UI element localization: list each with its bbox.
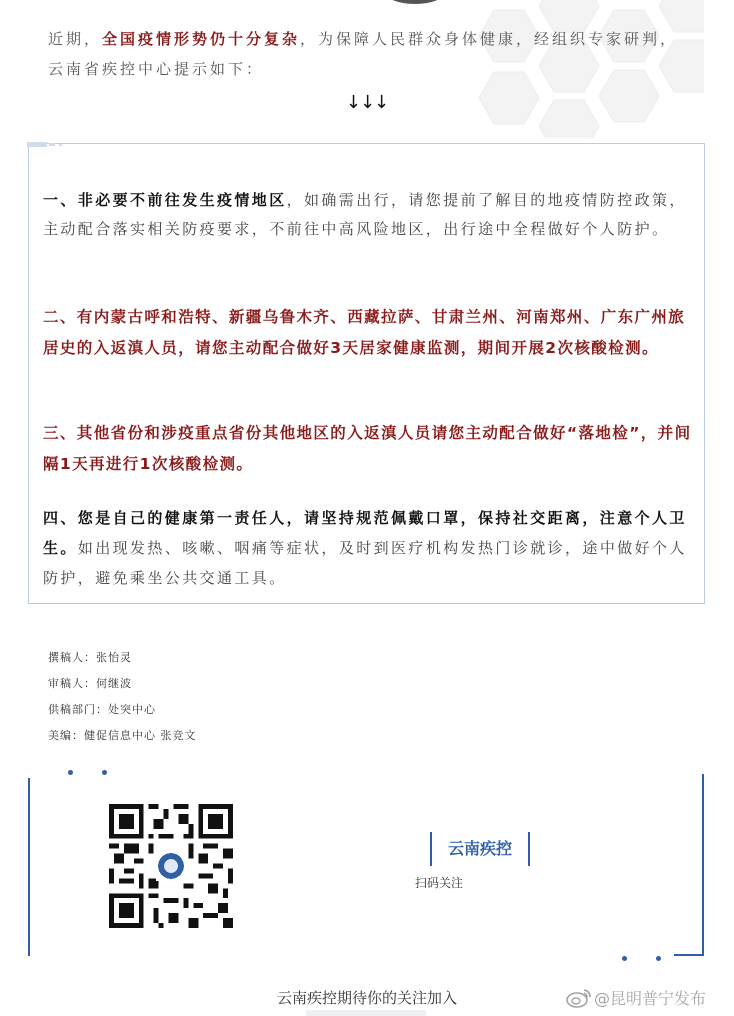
watermark-text: @昆明普宁发布 [594,989,707,1008]
qr-code[interactable] [108,804,234,928]
qr-card [28,770,704,960]
notice-item-4-rest: 如出现发热、咳嗽、咽痛等症状，及时到医疗机构发热门诊就诊，途中做好个人防护，避免乘坐公共交通工具。 [43,539,687,587]
notice-box [28,143,705,604]
watermark [566,986,706,1009]
box-corner-tab-decoration [27,141,71,149]
credit-department: 供稿部门：处突中心 [48,703,156,716]
scan-to-follow-label: 扫码关注 [415,876,464,890]
notice-item-4-bold: 四、您是自己的健康第一责任人，请坚持规范佩戴口罩，保持社交距离，注意个人卫生。 [43,509,687,557]
credit-reviewer: 审稿人：何继波 [48,677,132,690]
notice-item-1-rest: ，如确需出行，请您提前了解目的地疫情防控政策，主动配合落实相关防疫要求，不前往中高风险地区，出行途中全程做好个人防护。 [43,191,687,238]
card-bottom-border [674,954,704,956]
intro-prefix: 近期， [48,30,103,48]
notice-item-3: 三、其他省份和涉疫重点省份其他地区的入返滇人员请您主动配合做好“落地检”，并间隔1天再进行1次核酸检测。 [43,424,692,473]
weibo-icon [566,988,592,1008]
decor-dot [622,956,627,961]
intro-paragraph [48,24,688,84]
credits [48,648,197,752]
intro-highlight: 全国疫情形势仍十分复杂 [102,30,301,48]
brand-name: 云南疾控 [430,832,530,866]
intro-suffix: ，为保障人民群众身体健康，经组织专家研判，云南省疾控中心提示如下： [48,30,679,78]
card-right-border [702,774,704,956]
footer-bar [306,1010,426,1016]
intro-section [28,0,704,138]
decor-dot [102,770,107,775]
footer-text: 云南疾控期待你的关注加入 [276,989,457,1007]
card-left-border [28,778,30,956]
credit-writer: 撰稿人：张怡灵 [48,651,132,664]
credit-editor: 美编：健促信息中心 张竞文 [48,729,197,742]
down-arrows: ↓↓↓ [345,92,389,113]
notice-item-4 [43,503,693,593]
notice-item-1-bold: 一、非必要不前往发生疫情地区 [43,191,287,209]
notice-item-1 [43,186,693,244]
decor-dot [656,956,661,961]
decor-dot [68,770,73,775]
notice-item-2: 二、有内蒙古呼和浩特、新疆乌鲁木齐、西藏拉萨、甘肃兰州、河南郑州、广东广州旅居史的入返滇人员，请您主动配合做好3天居家健康监测，期间开展2次核酸检测。 [43,308,686,357]
top-ellipse-decoration [380,0,450,8]
